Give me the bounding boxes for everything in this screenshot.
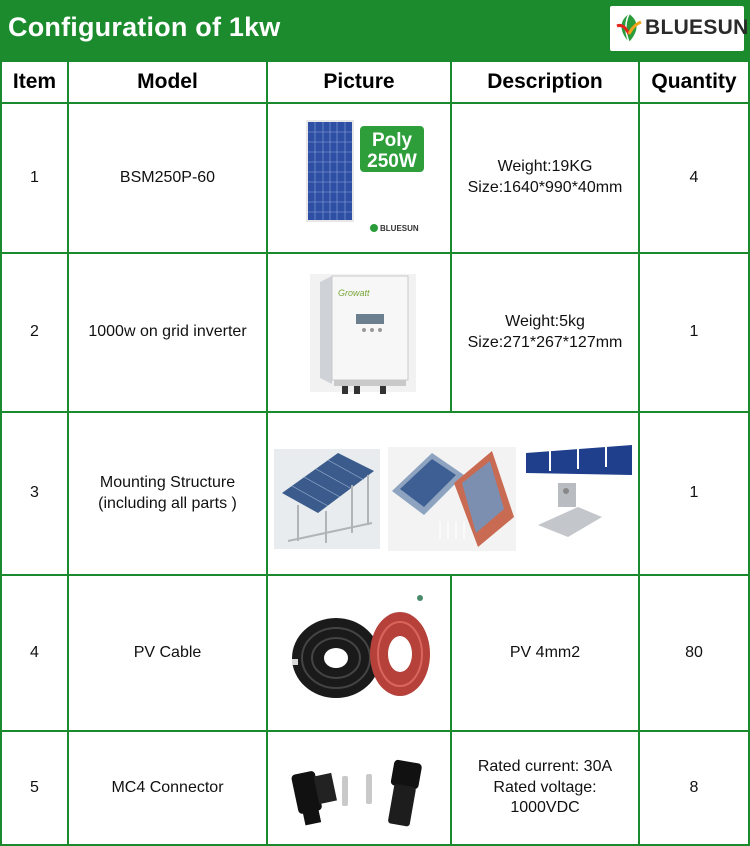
row2-description <box>452 254 638 411</box>
row2-picture <box>268 254 450 411</box>
logo-leaf-icon <box>614 12 644 44</box>
row5-desc-line: Rated current: 30A <box>477 757 613 775</box>
badge-line-1: Poly <box>371 130 413 151</box>
inverter-brand-text: Growatt <box>338 288 370 298</box>
row3-item: 3 <box>2 413 67 574</box>
row1-quantity: 4 <box>640 104 748 252</box>
solar-panel-icon <box>268 104 450 252</box>
row1-model-line: BSM250P-60 <box>119 168 216 186</box>
row3-picture <box>268 413 638 574</box>
row3-model-line: (including all parts ) <box>98 494 237 512</box>
page-title: Configuration of 1kw <box>8 12 281 42</box>
header-model: Model <box>69 62 266 102</box>
row2-desc-line: Size:271*267*127mm <box>467 333 623 351</box>
configuration-table <box>0 60 750 846</box>
inverter-icon <box>268 254 450 411</box>
row5-item: 5 <box>2 732 67 844</box>
row3-quantity: 1 <box>640 413 748 574</box>
row5-desc-line: Rated voltage: <box>493 778 597 796</box>
header-picture: Picture <box>268 62 450 102</box>
row1-desc-line: Weight:19KG <box>497 158 593 176</box>
row1-description <box>452 104 638 252</box>
header-bar <box>0 0 750 60</box>
row4-model-line: PV Cable <box>133 643 202 661</box>
mounting-structure-icon <box>268 413 638 574</box>
row1-model <box>69 104 266 252</box>
row1-item: 1 <box>2 104 67 252</box>
badge-line-2: 250W <box>367 151 417 172</box>
header-quantity: Quantity <box>640 62 748 102</box>
bluesun-logo <box>610 6 749 51</box>
row5-picture <box>268 732 450 844</box>
row1-desc-line: Size:1640*990*40mm <box>467 179 623 196</box>
row2-item: 2 <box>2 254 67 411</box>
row4-model <box>69 576 266 730</box>
row4-picture <box>268 576 450 730</box>
header-item: Item <box>2 62 67 102</box>
row2-model <box>69 254 266 411</box>
row4-quantity: 80 <box>640 576 748 730</box>
row4-desc-line: PV 4mm2 <box>509 643 581 661</box>
row5-quantity: 8 <box>640 732 748 844</box>
row3-model <box>69 413 266 574</box>
row4-description <box>452 576 638 730</box>
header-description: Description <box>452 62 638 102</box>
row1-picture <box>268 104 450 252</box>
row4-item: 4 <box>2 576 67 730</box>
row5-description <box>452 732 638 844</box>
row3-model-line: Mounting Structure <box>99 473 236 491</box>
row2-model-line: 1000w on grid inverter <box>88 323 247 341</box>
logo-text: BLUESUN <box>645 16 749 39</box>
row5-model-line: MC4 Connector <box>111 778 224 796</box>
row5-model <box>69 732 266 844</box>
mc4-connector-icon <box>268 732 450 844</box>
panel-brand-text: BLUESUN <box>380 224 419 233</box>
pv-cable-icon <box>268 576 450 730</box>
row2-desc-line: Weight:5kg <box>505 312 585 330</box>
row5-desc-line: 1000VDC <box>510 799 580 817</box>
row2-quantity: 1 <box>640 254 748 411</box>
